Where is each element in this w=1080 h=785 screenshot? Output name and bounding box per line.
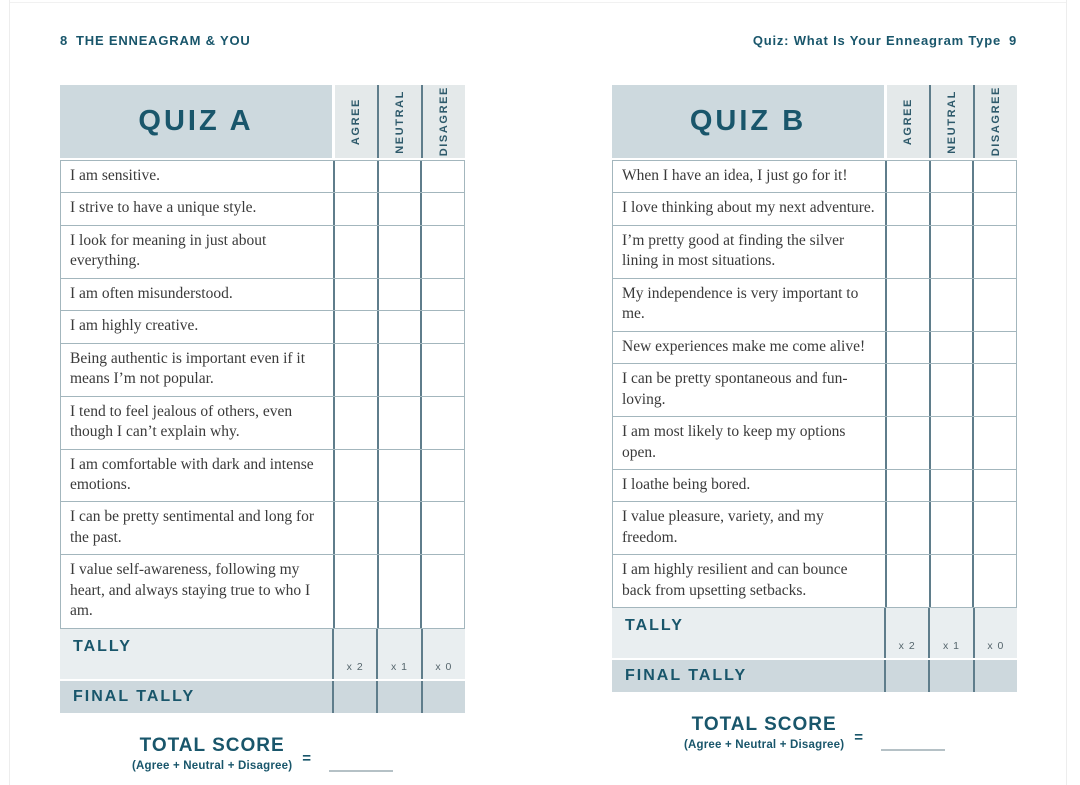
neutral-cell[interactable] (929, 470, 973, 501)
statement-text: I loathe being bored. (622, 475, 751, 493)
agree-cell[interactable] (885, 279, 929, 331)
tally-row (60, 629, 465, 679)
statement-text: I am comfortable with dark and intense emotions. (70, 455, 314, 493)
statement-text: I strive to have a unique style. (70, 199, 257, 217)
agree-cell[interactable] (885, 502, 929, 554)
quiz-row (60, 310, 465, 342)
page-number-left: 8 (60, 33, 69, 48)
statement-text: I am highly creative. (70, 317, 199, 335)
statement-text: I’m pretty good at finding the silver lining in most situations. (622, 231, 845, 270)
neutral-cell[interactable] (377, 193, 421, 224)
total-score-formula: (Agree + Neutral + Disagree) (683, 739, 845, 752)
score-blank-line[interactable] (329, 770, 393, 772)
neutral-cell[interactable] (929, 502, 973, 554)
agree-cell[interactable] (333, 450, 377, 502)
column-header-neutral (929, 85, 973, 158)
agree-cell[interactable] (885, 226, 929, 278)
quiz-row (612, 501, 1017, 554)
tally-cell-agree[interactable] (884, 608, 928, 658)
column-header-disagree (421, 85, 465, 158)
disagree-cell[interactable] (972, 279, 1016, 331)
agree-cell[interactable] (333, 397, 377, 449)
agree-cell[interactable] (885, 161, 929, 192)
disagree-cell[interactable] (420, 555, 464, 627)
neutral-cell[interactable] (377, 450, 421, 502)
quiz-row (612, 225, 1017, 278)
quiz-a-title: QUIZ A (60, 85, 332, 158)
agree-cell[interactable] (333, 161, 377, 192)
agree-cell[interactable] (333, 555, 377, 627)
neutral-label: NEUTRAL (946, 89, 958, 154)
tally-cell-disagree[interactable] (421, 629, 465, 679)
disagree-label: DISAGREE (990, 86, 1002, 157)
statement-text: I look for meaning in just about everything. (70, 231, 267, 270)
quiz-row (60, 396, 465, 449)
final-tally-row (60, 681, 465, 713)
quiz-row (60, 225, 465, 278)
quiz-b-header-band (612, 85, 1017, 158)
agree-cell[interactable] (885, 470, 929, 501)
quiz-row (612, 278, 1017, 331)
final-tally-cell-disagree[interactable] (973, 660, 1017, 692)
quiz-row (612, 192, 1017, 224)
neutral-cell[interactable] (929, 364, 973, 416)
tally-cell-neutral[interactable] (928, 608, 972, 658)
tally-cell-neutral[interactable] (376, 629, 420, 679)
disagree-cell[interactable] (972, 226, 1016, 278)
final-tally-label: FINAL TALLY (73, 687, 196, 705)
multiplier-disagree: x 0 (987, 640, 1005, 653)
equals-sign: = (302, 749, 312, 767)
statement-text: I am highly resilient and can bounce back from upsetting setbacks. (622, 561, 848, 599)
column-header-agree (335, 85, 377, 158)
quiz-b-statement-rows (612, 160, 1017, 608)
disagree-cell[interactable] (972, 364, 1016, 416)
quiz-row (612, 416, 1017, 469)
multiplier-neutral: x 1 (390, 660, 408, 673)
page-number-right: 9 (1008, 33, 1017, 48)
disagree-cell[interactable] (972, 332, 1016, 363)
quiz-row (60, 501, 465, 554)
quiz-a-table (60, 85, 465, 775)
final-tally-cell-agree[interactable] (884, 660, 928, 692)
quiz-row (60, 160, 465, 192)
neutral-cell[interactable] (929, 332, 973, 363)
total-score-text (132, 735, 292, 772)
quiz-row (60, 554, 465, 627)
total-score-label: TOTAL SCORE (691, 714, 837, 736)
disagree-cell[interactable] (972, 470, 1016, 501)
page-edge-top (10, 2, 1066, 3)
quiz-row (60, 278, 465, 310)
disagree-cell[interactable] (972, 502, 1016, 554)
disagree-cell[interactable] (420, 311, 464, 342)
agree-cell[interactable] (333, 226, 377, 278)
quiz-a-header-band (60, 85, 465, 158)
agree-cell[interactable] (333, 344, 377, 396)
total-score-block-b (612, 714, 1017, 754)
statement-text: I value pleasure, variety, and my freedom. (622, 508, 824, 546)
equals-sign: = (854, 729, 864, 747)
agree-cell[interactable] (885, 193, 929, 224)
statement-text: My independence is very important to me. (622, 284, 859, 323)
final-tally-label: FINAL TALLY (625, 667, 748, 685)
tally-cell-agree[interactable] (332, 629, 376, 679)
tally-label: TALLY (625, 617, 684, 635)
neutral-cell[interactable] (929, 193, 973, 224)
statement-text: I can be pretty sentimental and long for the past. (70, 508, 315, 546)
neutral-cell[interactable] (377, 397, 421, 449)
multiplier-neutral: x 1 (942, 640, 960, 653)
neutral-label: NEUTRAL (394, 89, 406, 154)
score-blank-line[interactable] (881, 749, 945, 751)
disagree-label: DISAGREE (438, 86, 450, 157)
disagree-cell[interactable] (420, 397, 464, 449)
neutral-cell[interactable] (929, 417, 973, 469)
final-tally-row (612, 660, 1017, 692)
statement-text: Being authentic is important even if it means I’m not popular. (70, 349, 306, 388)
statement-text: I am sensitive. (70, 167, 160, 184)
agree-label: AGREE (350, 97, 362, 146)
quiz-b-title: QUIZ B (612, 85, 884, 158)
neutral-cell[interactable] (929, 555, 973, 607)
final-tally-cell-neutral[interactable] (376, 681, 420, 713)
total-score-text (684, 714, 844, 751)
agree-cell[interactable] (333, 311, 377, 342)
agree-cell[interactable] (333, 279, 377, 310)
final-tally-cell-neutral[interactable] (928, 660, 972, 692)
final-tally-cell-agree[interactable] (332, 681, 376, 713)
disagree-cell[interactable] (420, 279, 464, 310)
multiplier-agree: x 2 (898, 640, 916, 653)
neutral-cell[interactable] (377, 161, 421, 192)
agree-cell[interactable] (885, 555, 929, 607)
quiz-row (60, 449, 465, 502)
column-header-agree (887, 85, 929, 158)
disagree-cell[interactable] (420, 344, 464, 396)
running-head-left (60, 33, 251, 48)
agree-cell[interactable] (885, 364, 929, 416)
tally-row (612, 608, 1017, 658)
disagree-cell[interactable] (420, 226, 464, 278)
disagree-cell[interactable] (972, 161, 1016, 192)
quiz-a-statement-rows (60, 160, 465, 629)
quiz-row (612, 363, 1017, 416)
disagree-cell[interactable] (972, 555, 1016, 607)
neutral-cell[interactable] (929, 279, 973, 331)
disagree-cell[interactable] (420, 161, 464, 192)
agree-cell[interactable] (885, 332, 929, 363)
agree-cell[interactable] (333, 502, 377, 554)
neutral-cell[interactable] (377, 226, 421, 278)
quiz-b-table (612, 85, 1017, 754)
statement-text: I am most likely to keep my options open. (622, 423, 846, 461)
total-score-block-a (60, 735, 465, 775)
page-edge-right (1066, 0, 1067, 785)
multiplier-disagree: x 0 (435, 660, 453, 673)
neutral-cell[interactable] (377, 344, 421, 396)
book-title: THE ENNEAGRAM & YOU (76, 33, 251, 48)
statement-text: When I have an idea, I just go for it! (622, 167, 848, 184)
statement-text: I can be pretty spontaneous and fun-loving. (622, 370, 848, 408)
total-score-formula: (Agree + Neutral + Disagree) (131, 759, 293, 772)
page-edge-left (9, 0, 10, 785)
column-header-disagree (973, 85, 1017, 158)
quiz-row (612, 469, 1017, 501)
neutral-cell[interactable] (929, 161, 973, 192)
neutral-cell[interactable] (377, 311, 421, 342)
disagree-cell[interactable] (420, 502, 464, 554)
disagree-cell[interactable] (972, 417, 1016, 469)
total-score-label: TOTAL SCORE (139, 734, 285, 756)
neutral-cell[interactable] (377, 555, 421, 627)
tally-label: TALLY (73, 637, 132, 655)
column-header-neutral (377, 85, 421, 158)
quiz-row (612, 554, 1017, 607)
agree-cell[interactable] (333, 193, 377, 224)
agree-cell[interactable] (885, 417, 929, 469)
neutral-cell[interactable] (377, 502, 421, 554)
disagree-cell[interactable] (420, 193, 464, 224)
tally-cell-disagree[interactable] (973, 608, 1017, 658)
multiplier-agree: x 2 (346, 660, 364, 673)
statement-text: New experiences make me come alive! (622, 337, 866, 355)
statement-text: I am often misunderstood. (70, 284, 233, 302)
quiz-row (60, 343, 465, 396)
quiz-row (612, 331, 1017, 363)
disagree-cell[interactable] (420, 450, 464, 502)
chapter-title: Quiz: What Is Your Enneagram Type (752, 33, 1001, 48)
quiz-row (612, 160, 1017, 192)
neutral-cell[interactable] (929, 226, 973, 278)
statement-text: I tend to feel jealous of others, even though I can’t explain why. (70, 402, 293, 441)
neutral-cell[interactable] (377, 279, 421, 310)
final-tally-cell-disagree[interactable] (421, 681, 465, 713)
disagree-cell[interactable] (972, 193, 1016, 224)
statement-text: I love thinking about my next adventure. (622, 199, 875, 217)
quiz-row (60, 192, 465, 224)
statement-text: I value self-awareness, following my heart, and always staying true to who I am. (70, 561, 311, 620)
running-head-right (753, 33, 1017, 48)
agree-label: AGREE (902, 97, 914, 146)
